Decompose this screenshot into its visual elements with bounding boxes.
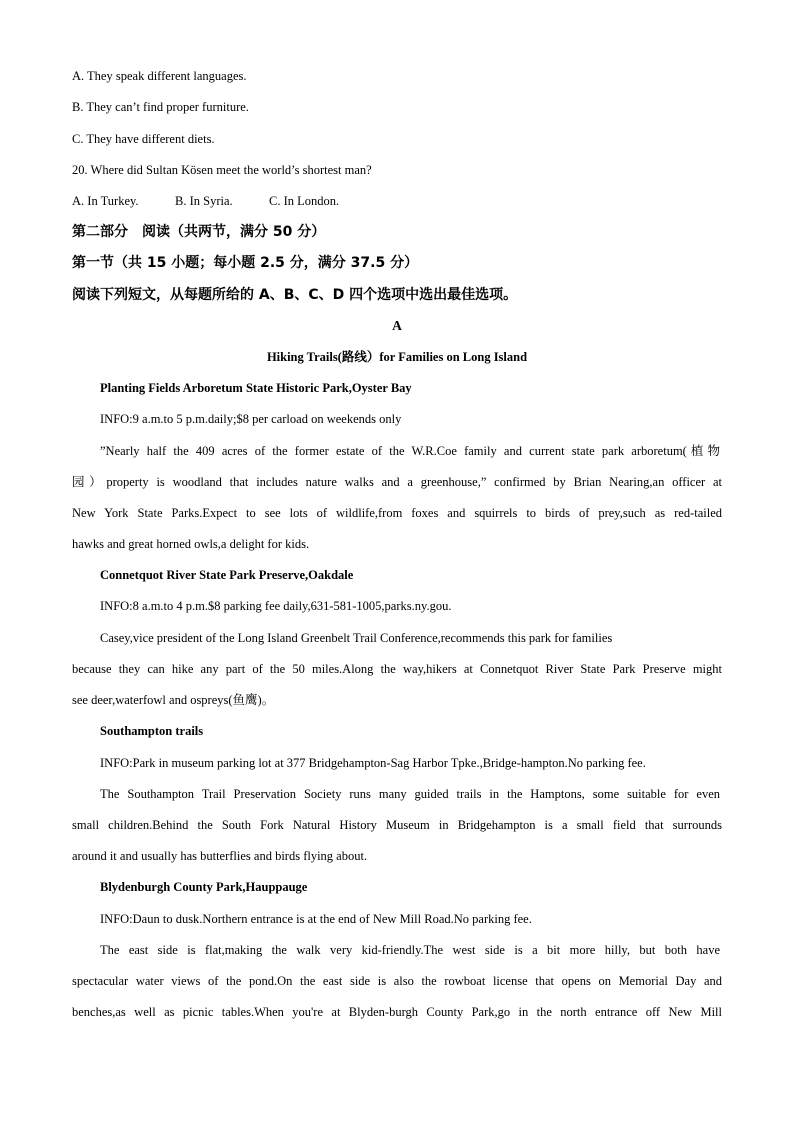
park-3-text-line-1: The Southampton Trail Preservation Society runs many guided trails in the Hamptons, some suitable for even xyxy=(100,787,720,801)
park-1-name: Planting Fields Arboretum State Historic Park,Oyster Bay xyxy=(100,381,412,395)
park-4-info: INFO:Daun to dusk.Northern entrance is at the end of New Mill Road.No parking fee. xyxy=(100,912,532,926)
park-4-name: Blydenburgh County Park,Hauppauge xyxy=(100,880,308,894)
park-1-text-line-4: hawks and great horned owls,a delight for kids. xyxy=(72,537,310,551)
park-3-info: INFO:Park in museum parking lot at 377 Bridgehampton-Sag Harbor Tpke.,Bridge-hampton.No parking fee. xyxy=(100,756,646,770)
reading-instruction: 阅读下列短文，从每题所给的 A、B、C、D 四个选项中选出最佳选项。 xyxy=(72,287,518,303)
park-2-text-line-3: see deer,waterfowl and ospreys(鱼鹰)。 xyxy=(72,693,275,707)
q20-option-a: A. In Turkey. xyxy=(72,194,139,208)
park-2-text-line-1: Casey,vice president of the Long Island Greenbelt Trail Conference,recommends this park for families xyxy=(100,631,613,645)
park-2-text-line-2: because they can hike any part of the 50 miles.Along the way,hikers at Connetquot River State Park Preserve might xyxy=(72,662,722,676)
passage-title: Hiking Trails(路线）for Families on Long Island xyxy=(266,350,528,364)
q19-option-b: B. They can’t find proper furniture. xyxy=(72,100,249,114)
park-1-info: INFO:9 a.m.to 5 p.m.daily;$8 per carload on weekends only xyxy=(100,412,402,426)
park-4-text-line-2: spectacular water views of the pond.On the east side is also the rowboat license that opens on Memorial Day and xyxy=(72,974,722,988)
park-4-text-line-3: benches,as well as picnic tables.When you're at Blyden-burgh County Park,go in the north entrance off New Mill xyxy=(72,1005,722,1019)
q20-option-c: C. In London. xyxy=(269,194,340,208)
q20-options xyxy=(72,193,722,209)
park-3-name: Southampton trails xyxy=(100,724,204,738)
park-3-text-line-2: small children.Behind the South Fork Natural History Museum in Bridgehampton is a small field that surrounds xyxy=(72,818,722,832)
park-1-text-line-1: ”Nearly half the 409 acres of the former estate of the W.R.Coe family and current state park arboretum(植物 xyxy=(100,444,720,458)
q20-option-b: B. In Syria. xyxy=(175,194,233,208)
park-4-text-line-1: The east side is flat,making the walk very kid-friendly.The west side is a bit more hilly, but both have xyxy=(100,943,720,957)
park-1-text-line-2: 园）property is woodland that includes nature walks and a greenhouse,” confirmed by Brian Nearing,an officer at xyxy=(72,475,722,489)
park-2-name: Connetquot River State Park Preserve,Oakdale xyxy=(100,568,354,582)
park-3-text-line-3: around it and usually has butterflies and birds flying about. xyxy=(72,849,368,863)
park-2-info: INFO:8 a.m.to 4 p.m.$8 parking fee daily,631-581-1005,parks.ny.gou. xyxy=(100,599,452,613)
q19-option-a: A. They speak different languages. xyxy=(72,69,247,83)
park-1-text-line-3: New York State Parks.Expect to see lots of wildlife,from foxes and squirrels to birds of prey,such as red-tailed xyxy=(72,506,722,520)
section-one-title: 第一节（共 15 小题；每小题 2.5 分，满分 37.5 分） xyxy=(72,255,419,271)
passage-letter: A xyxy=(392,318,402,333)
q19-option-c: C. They have different diets. xyxy=(72,132,215,146)
q20-question: 20. Where did Sultan Kösen meet the world’s shortest man? xyxy=(72,163,372,177)
part-two-title: 第二部分 阅读（共两节，满分 50 分） xyxy=(72,224,326,240)
